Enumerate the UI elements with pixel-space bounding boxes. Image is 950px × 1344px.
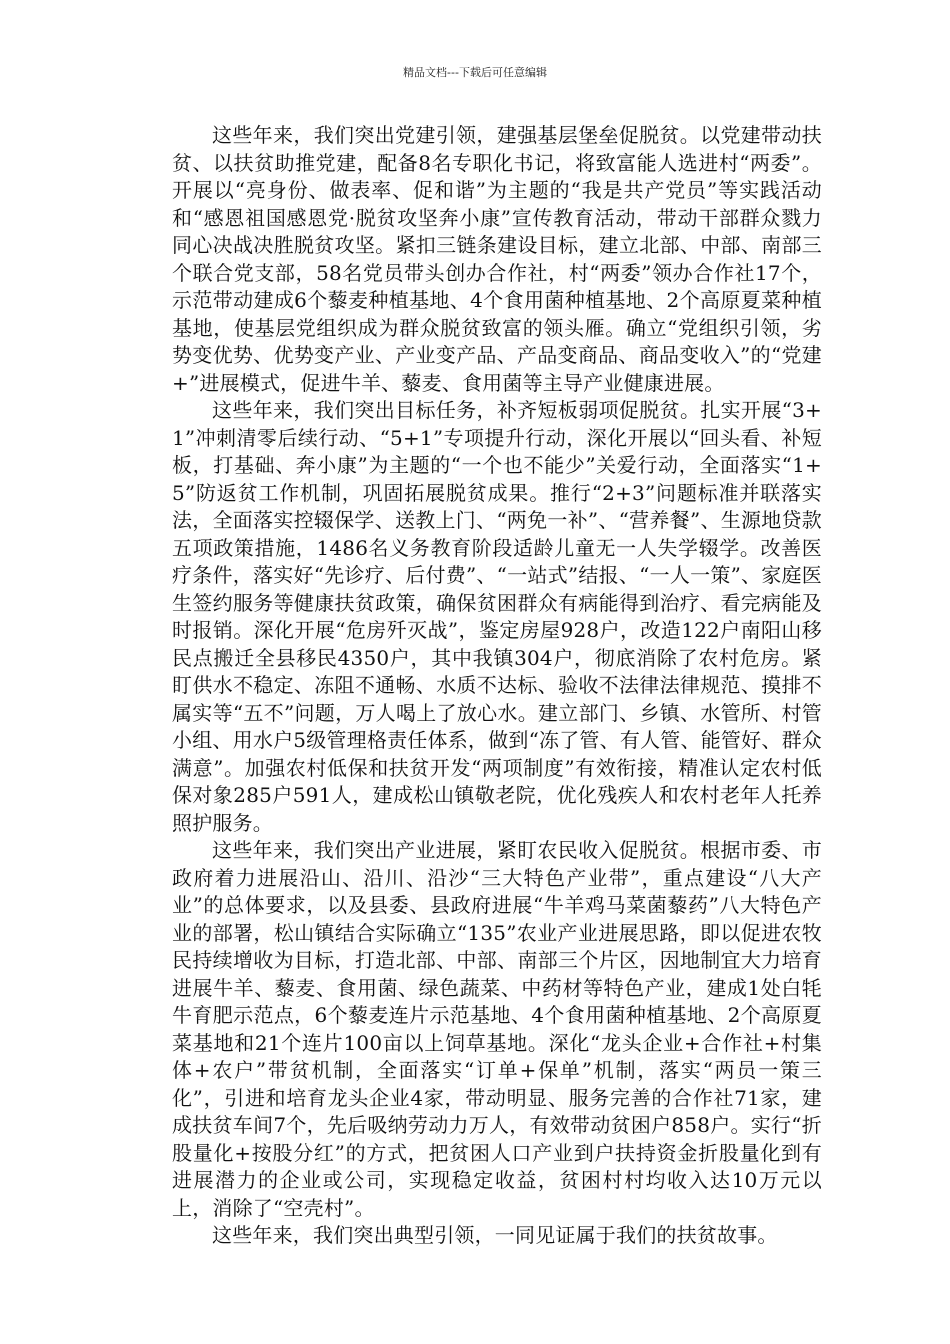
- paragraph-targets: 这些年来，我们突出目标任务，补齐短板弱项促脱贫。扎实开展“3+1”冲刺清零后续行动、“5+1”专项提升行动，深化开展以“回头看、补短板，打基础、奔小康”为主题的“一个也不能少”关爱行动，全面落实“1+5”防返贫工作机制，巩固拓展脱贫成果。推行“2+3”问题标准并联落实法，全面落实控辍保学、送教上门、“两免一补”、“营养餐”、生源地贷款五项政策措施，1486名义务教育阶段适龄儿童无一人失学辍学。改善医疗条件，落实好“先诊疗、后付费”、“一站式”结报、“一人一策”、家庭医生签约服务等健康扶贫政策，确保贫困群众有病能得到治疗、看完病能及时报销。深化开展“危房歼灭战”，鉴定房屋928户，改造122户南阳山移民点搬迁全县移民4350户，其中我镇304户，彻底消除了农村危房。紧盯供水不稳定、冻阻不通畅、水质不达标、验收不法律法律规范、摸排不属实等“五不”问题，万人喝上了放心水。建立部门、乡镇、水管所、村管小组、用水户5级管理格责任体系，做到“冻了管、有人管、能管好、群众满意”。加强农村低保和扶贫开发“两项制度”有效衔接，精准认定农村低保对象285户591人，建成松山镇敬老院，优化残疾人和农村老年人托养照护服务。: [172, 398, 822, 835]
- document-body: [172, 122, 822, 1250]
- paragraph-party-building: 这些年来，我们突出党建引领，建强基层堡垒促脱贫。以党建带动扶贫、以扶贫助推党建，配备8名专职化书记，将致富能人选进村“两委”。开展以“亮身份、做表率、促和谐”为主题的“我是共产党员”等实践活动和“感恩祖国感恩党·脱贫攻坚奔小康”宣传教育活动，带动干部群众戮力同心决战决胜脱贫攻坚。紧扣三链条建设目标，建立北部、中部、南部三个联合党支部，58名党员带头创办合作社，村“两委”领办合作社17个，示范带动建成6个藜麦种植基地、4个食用菌种植基地、2个高原夏菜种植基地，使基层党组织成为群众脱贫致富的领头雁。确立“党组织引领，劣势变优势、优势变产业、产业变产品、产品变商品、商品变收入”的“党建+”进展模式，促进牛羊、藜麦、食用菌等主导产业健康进展。: [172, 123, 822, 395]
- paragraph-typical-examples: 这些年来，我们突出典型引领，一同见证属于我们的扶贫故事。: [212, 1223, 778, 1247]
- paragraph-industry: 这些年来，我们突出产业进展，紧盯农民收入促脱贫。根据市委、市政府着力进展沿山、沿川、沿沙“三大特色产业带”，重点建设“八大产业”的总体要求，以及县委、县政府进展“牛羊鸡马菜菌藜药”八大特色产业的部署，松山镇结合实际确立“135”农业产业进展思路，即以促进农牧民持续增收为目标，打造北部、中部、南部三个片区，因地制宜大力培育进展牛羊、藜麦、食用菌、绿色蔬菜、中药材等特色产业，建成1处白牦牛育肥示范点，6个藜麦连片示范基地、4个食用菌种植基地、2个高原夏菜基地和21个连片100亩以上饲草基地。深化“龙头企业+合作社+村集体+农户”带贫机制，全面落实“订单+保单”机制，落实“两员一策三化”，引进和培育龙头企业4家，带动明显、服务完善的合作社71家，建成扶贫车间7个，先后吸纳劳动力万人，有效带动贫困户858户。实行“折股量化+按股分红”的方式，把贫困人口产业到户扶持资金折股量化到有进展潜力的企业或公司，实现稳定收益，贫困村村均收入达10万元以上，消除了“空壳村”。: [172, 838, 822, 1220]
- page-header: 精品文档---下载后可任意编辑: [403, 66, 547, 79]
